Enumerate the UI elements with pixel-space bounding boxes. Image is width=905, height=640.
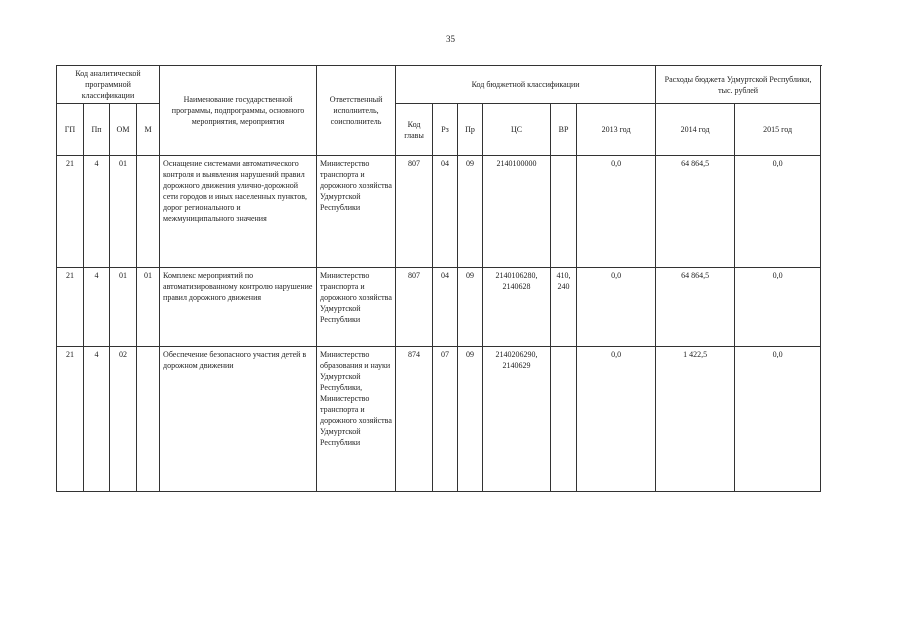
executor-cell: Министерство транспорта и дорожного хозяйства Удмуртской Республики [317,268,396,347]
year-2014-cell: 64 864,5 [656,268,735,347]
gp-cell: 21 [57,347,84,492]
pp-cell: 4 [84,268,110,347]
table-row [57,268,821,347]
code-chief-cell: 807 [396,268,433,347]
code-chief-header: Код главы [396,104,433,156]
name-cell: Обеспечение безопасного участия детей в дорожном движении [160,347,317,492]
year-2015-cell: 0,0 [735,268,821,347]
expenses-header: Расходы бюджета Удмуртской Республики, тыс. рублей [656,66,821,104]
m-cell: 01 [137,268,160,347]
cs-cell: 2140106280, 2140628 [483,268,551,347]
executor-header: Ответственный исполнитель, соисполнитель [317,66,396,156]
executor-cell: Министерство образования и науки Удмуртской Республики, Министерство транспорта и дорожного хозяйства Удмуртской Республики [317,347,396,492]
executor-cell: Министерство транспорта и дорожного хозяйства Удмуртской Республики [317,156,396,268]
pr-cell: 09 [458,156,483,268]
pp-cell: 4 [84,347,110,492]
year-2014-header: 2014 год [656,104,735,156]
m-cell [137,347,160,492]
year-2013-cell: 0,0 [577,156,656,268]
rz-cell: 07 [433,347,458,492]
analytic-code-header: Код аналитической программной классификации [57,66,160,104]
vr-cell [551,156,577,268]
name-header: Наименование государственной программы, подпрограммы, основного мероприятия, мероприятия [160,66,317,156]
rz-header: Рз [433,104,458,156]
code-chief-cell: 807 [396,156,433,268]
om-cell: 01 [110,268,137,347]
name-cell: Оснащение системами автоматического контроля и выявления нарушений правил дорожного движения улично-дорожной сети городов и иных населенных пунктов, дорог регионального и межмуниципального значения [160,156,317,268]
year-2014-cell: 1 422,5 [656,347,735,492]
vr-header: ВР [551,104,577,156]
cs-cell: 2140100000 [483,156,551,268]
pp-cell: 4 [84,156,110,268]
om-cell: 02 [110,347,137,492]
om-header: ОМ [110,104,137,156]
table-row [57,347,821,492]
pp-header: Пп [84,104,110,156]
year-2015-header: 2015 год [735,104,821,156]
cs-header: ЦС [483,104,551,156]
year-2013-cell: 0,0 [577,268,656,347]
rz-cell: 04 [433,156,458,268]
vr-cell [551,347,577,492]
om-cell: 01 [110,156,137,268]
year-2013-header: 2013 год [577,104,656,156]
rz-cell: 04 [433,268,458,347]
page-number: 35 [446,34,455,44]
gp-header: ГП [57,104,84,156]
vr-cell: 410, 240 [551,268,577,347]
cs-cell: 2140206290, 2140629 [483,347,551,492]
pr-cell: 09 [458,347,483,492]
m-cell [137,156,160,268]
year-2015-cell: 0,0 [735,156,821,268]
name-cell: Комплекс мероприятий по автоматизированному контролю нарушение правил дорожного движения [160,268,317,347]
budget-table [56,65,821,492]
year-2013-cell: 0,0 [577,347,656,492]
budget-code-header: Код бюджетной классификации [396,66,656,104]
year-2014-cell: 64 864,5 [656,156,735,268]
table-row [57,156,821,268]
pr-header: Пр [458,104,483,156]
code-chief-cell: 874 [396,347,433,492]
year-2015-cell: 0,0 [735,347,821,492]
m-header: М [137,104,160,156]
gp-cell: 21 [57,156,84,268]
header-row-1 [57,66,821,104]
gp-cell: 21 [57,268,84,347]
pr-cell: 09 [458,268,483,347]
